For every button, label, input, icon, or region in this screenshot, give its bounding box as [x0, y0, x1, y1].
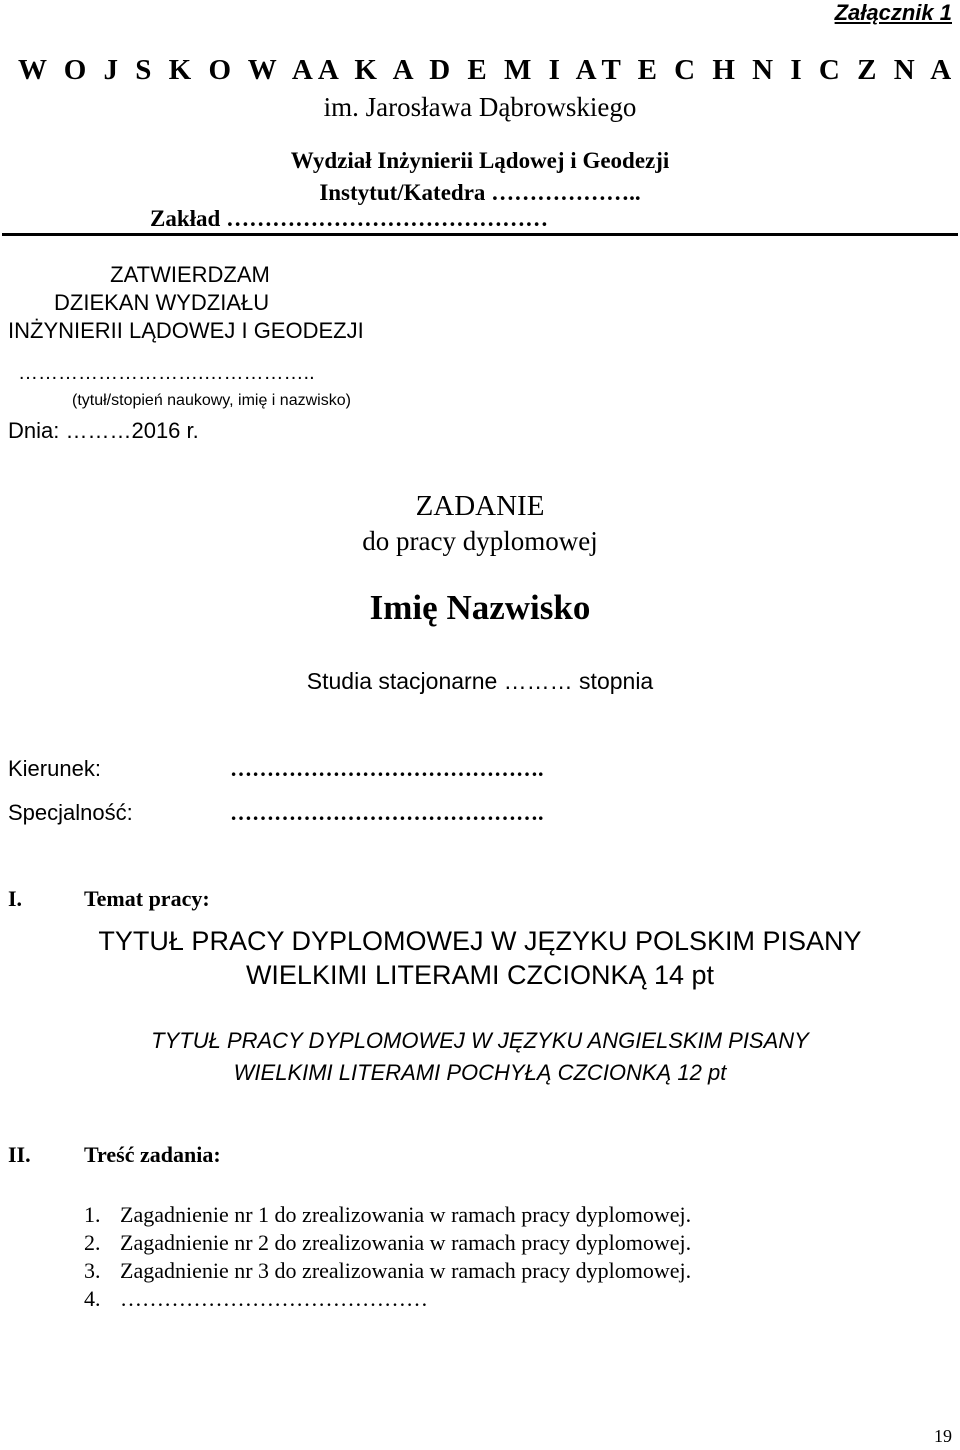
- thesis-title-pl-line-1: TYTUŁ PRACY DYPLOMOWEJ W JĘZYKU POLSKIM PISANY: [98, 926, 862, 956]
- major-value: …………………………………….: [230, 756, 544, 781]
- academy-patron: im. Jarosława Dąbrowskiego: [323, 92, 637, 122]
- study-mode: Studia stacjonarne ……… stopnia: [306, 668, 654, 694]
- thesis-title-en-line-1: TYTUŁ PRACY DYPLOMOWEJ W JĘZYKU ANGIELSKIM PISANY: [151, 1028, 809, 1053]
- task-item: [84, 1202, 691, 1228]
- faculty-name: Wydział Inżynierii Lądowej i Geodezji: [290, 148, 670, 173]
- page-number: 19: [934, 1426, 952, 1446]
- task-item-number: 3.: [84, 1258, 101, 1283]
- approval-line-3: INŻYNIERII LĄDOWEJ I GEODEZJI: [8, 318, 364, 343]
- approval-line-2: DZIEKAN WYDZIAŁU: [54, 290, 270, 315]
- specialty-label: Specjalność:: [8, 800, 133, 825]
- task-subtitle: do pracy dyplomowej: [362, 526, 598, 556]
- task-title: ZADANIE: [415, 490, 545, 522]
- task-item-text: Zagadnienie nr 3 do zrealizowania w ramach pracy dyplomowej.: [120, 1258, 692, 1283]
- signature-dots: ……………………….……………..: [18, 362, 315, 384]
- section-1-title: Temat pracy:: [84, 886, 210, 911]
- institute-line: Instytut/Katedra ………………..: [319, 180, 641, 205]
- task-item-number: 4.: [84, 1286, 101, 1311]
- academy-word-2: A K A D E M I A: [317, 54, 602, 86]
- approval-line-1: ZATWIERDZAM: [110, 262, 270, 287]
- thesis-title-pl-line-2: WIELKIMI LITERAMI CZCIONKĄ 14 pt: [245, 960, 715, 990]
- academy-word-3: T E C H N I C Z N A: [601, 54, 957, 86]
- section-1-number: I.: [8, 886, 23, 911]
- major-label: Kierunek:: [8, 756, 101, 781]
- signature-note: (tytuł/stopień naukowy, imię i nazwisko): [72, 392, 351, 409]
- task-item: [84, 1286, 428, 1312]
- student-name: Imię Nazwisko: [369, 588, 591, 627]
- annex-label: Załącznik 1: [834, 0, 952, 25]
- task-item-number: 2.: [84, 1230, 101, 1255]
- task-item: [84, 1230, 691, 1256]
- thesis-title-en-line-2: WIELKIMI LITERAMI POCHYŁĄ CZCIONKĄ 12 pt: [233, 1060, 727, 1085]
- academy-word-1: W O J S K O W A: [18, 54, 318, 86]
- task-item-text: Zagadnienie nr 1 do zrealizowania w ramach pracy dyplomowej.: [120, 1202, 692, 1227]
- task-item: [84, 1258, 691, 1284]
- header-rule: [2, 233, 958, 236]
- task-item-text: ……………………………………: [120, 1286, 428, 1311]
- specialty-value: …………………………………….: [230, 800, 544, 825]
- department-line: Zakład ……………………………………: [150, 206, 549, 231]
- section-2-title: Treść zadania:: [84, 1142, 221, 1167]
- academy-name: [18, 54, 957, 87]
- task-item-number: 1.: [84, 1202, 101, 1227]
- approval-date: Dnia: ………2016 r.: [8, 418, 199, 443]
- section-2-number: II.: [8, 1142, 31, 1167]
- task-item-text: Zagadnienie nr 2 do zrealizowania w ramach pracy dyplomowej.: [120, 1230, 692, 1255]
